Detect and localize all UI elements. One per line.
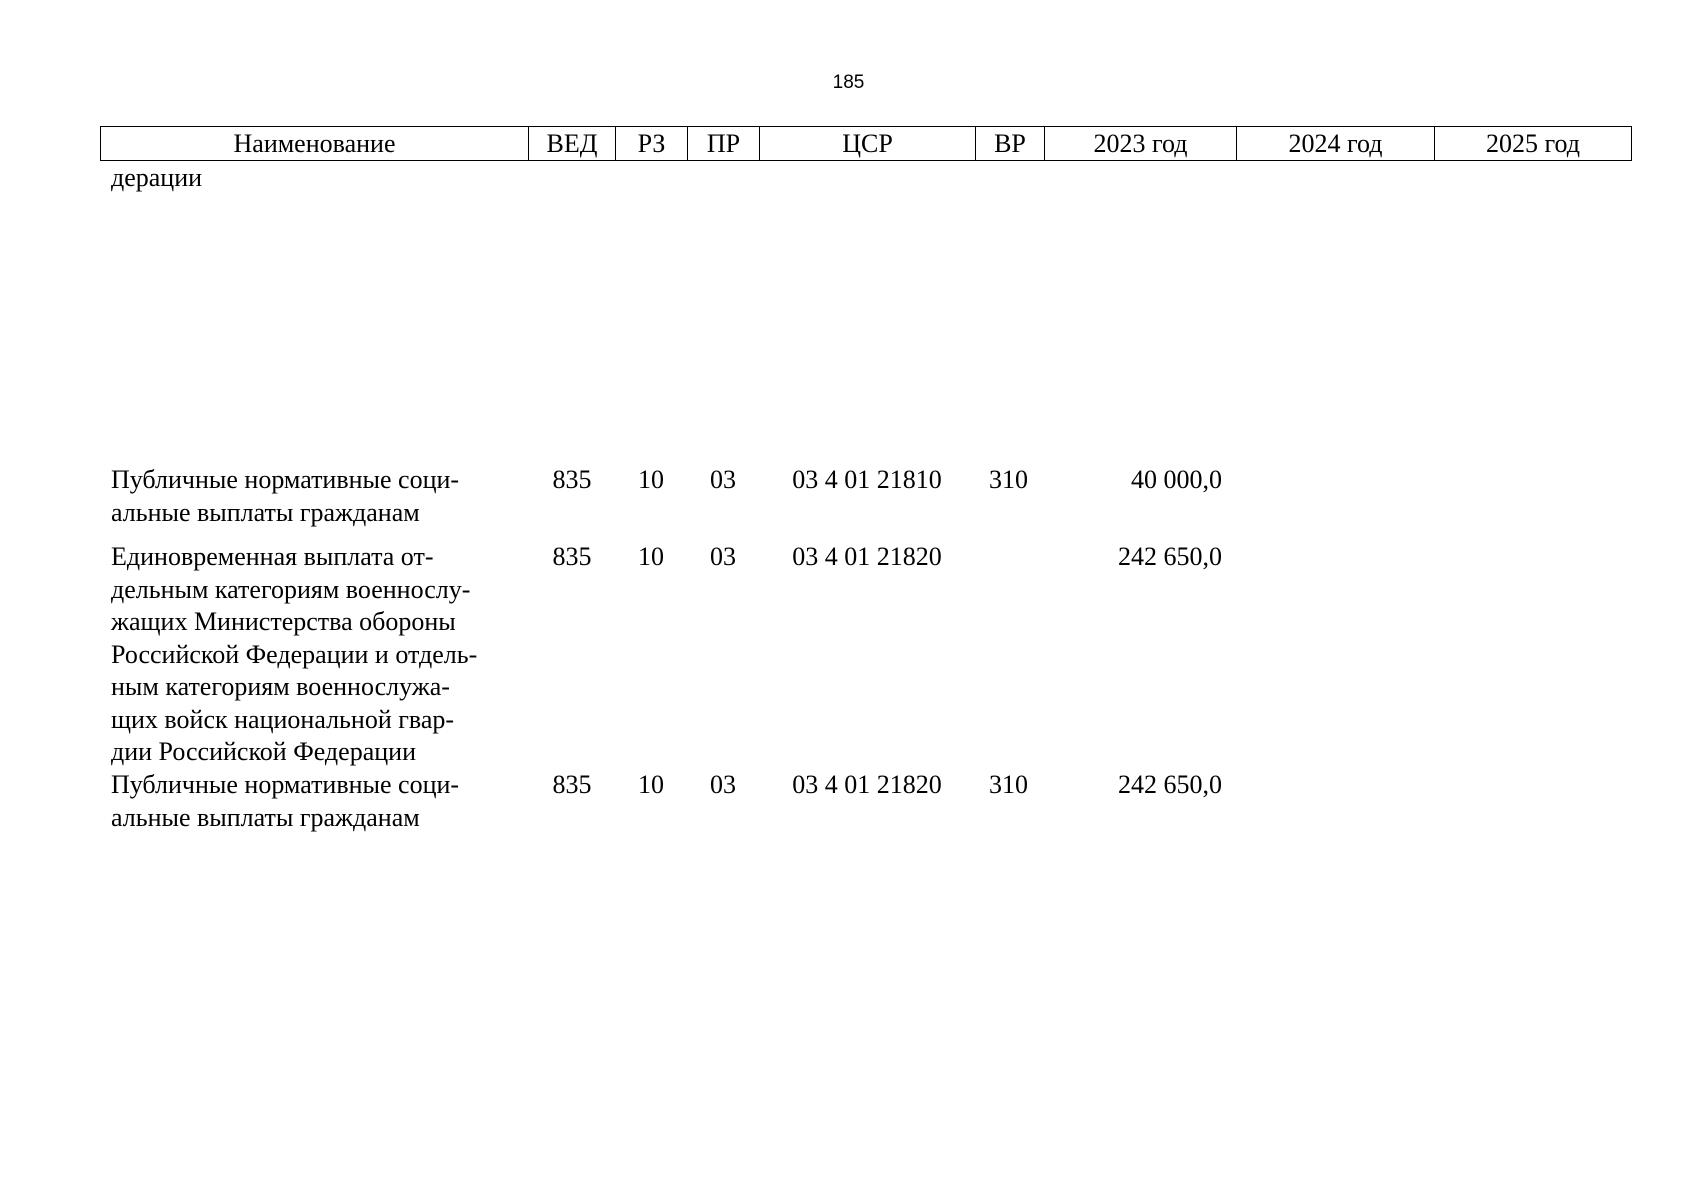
- row-name: [111, 464, 531, 529]
- column-header-csr: ЦСР: [760, 127, 976, 161]
- column-header-2024: 2024 год: [1237, 127, 1435, 161]
- row-ved: 835: [552, 542, 592, 571]
- row-csr: 03 4 01 21820: [792, 770, 942, 799]
- row-rz: 10: [638, 465, 664, 494]
- row-rz: 10: [638, 770, 664, 799]
- row-name-line: Российской Федерации и отдель-: [111, 639, 478, 669]
- row-vr: 310: [989, 465, 1028, 494]
- row-vr: 310: [989, 770, 1028, 799]
- row-name-line: альные выплаты гражданам: [111, 802, 420, 832]
- page-number: 185: [832, 72, 865, 93]
- row-ved: 835: [552, 770, 592, 799]
- row-rz: 10: [638, 542, 664, 571]
- row-name-line: Публичные нормативные соци-: [111, 465, 460, 494]
- continuation-text: дерации: [111, 163, 203, 192]
- row-2023-amount: 242 650,0: [1118, 542, 1222, 571]
- row-2023-amount: 242 650,0: [1118, 770, 1222, 799]
- row-pr: 03: [710, 770, 736, 799]
- row-name-line: жащих Министерства обороны: [111, 607, 456, 636]
- row-pr: 03: [710, 465, 736, 494]
- row-name-line: альные выплаты гражданам: [111, 497, 420, 527]
- column-header-2025: 2025 год: [1435, 127, 1632, 161]
- row-csr: 03 4 01 21810: [792, 465, 942, 494]
- column-header-pr: ПР: [688, 127, 760, 161]
- column-header-2023: 2023 год: [1045, 127, 1237, 161]
- row-2023-amount: 40 000,0: [1131, 465, 1222, 494]
- row-name-line: ным категориям военнослужа-: [111, 672, 450, 701]
- row-name-line: щих войск национальной гвар-: [111, 704, 455, 734]
- column-header-vr: ВР: [976, 127, 1045, 161]
- row-name: [111, 769, 531, 834]
- column-header-ved: ВЕД: [529, 127, 616, 161]
- row-name-line: дии Российской Федерации: [111, 737, 416, 766]
- row-pr: 03: [710, 542, 736, 571]
- row-ved: 835: [552, 465, 592, 494]
- table-header: [100, 126, 1632, 161]
- column-header-rz: РЗ: [616, 127, 688, 161]
- row-name-line: Публичные нормативные соци-: [111, 770, 460, 799]
- row-name: [111, 541, 531, 769]
- row-csr: 03 4 01 21820: [792, 542, 942, 571]
- row-name-line: дельным категориям военнослу-: [111, 574, 471, 604]
- column-header-name: Наименование: [101, 127, 529, 161]
- row-name-line: Единовременная выплата от-: [111, 542, 434, 571]
